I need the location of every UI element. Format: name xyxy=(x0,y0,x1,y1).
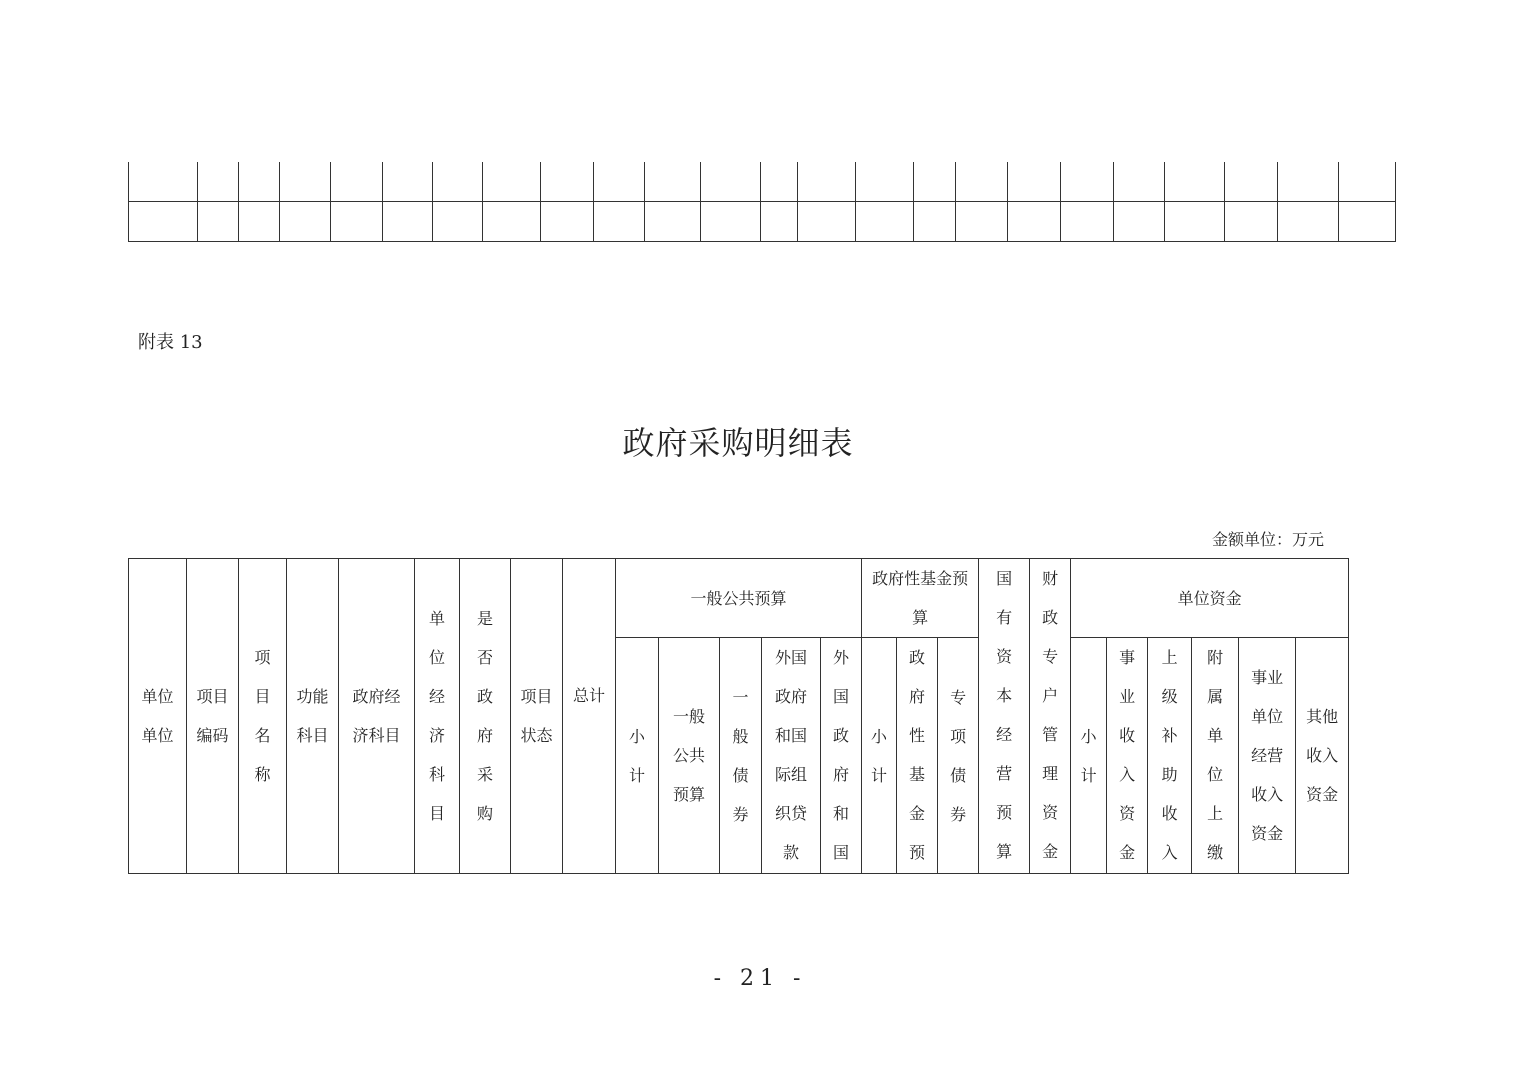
table-cell xyxy=(956,162,1007,202)
previous-table-fragment xyxy=(128,162,1396,242)
table-cell xyxy=(239,162,279,202)
header-state-capital-budget: 国 有 资 本 经 营 预 算 xyxy=(979,559,1030,874)
page-number: - 21 - xyxy=(713,966,807,991)
table-cell xyxy=(1225,202,1277,242)
header-gb-subtotal: 小 计 xyxy=(616,638,659,874)
table-cell xyxy=(1165,202,1225,242)
table-cell xyxy=(382,202,432,242)
header-gf-subtotal: 小 计 xyxy=(862,638,897,874)
table-row xyxy=(129,162,1396,202)
header-function-subject: 功能 科目 xyxy=(287,559,339,874)
header-gb-general: 一般 公共 预算 xyxy=(659,638,720,874)
table-cell xyxy=(1277,162,1338,202)
header-uf-operating: 事业 单位 经营 收入 资金 xyxy=(1239,638,1296,874)
table-cell xyxy=(913,162,956,202)
table-cell xyxy=(1339,162,1396,202)
table-cell xyxy=(593,162,644,202)
header-project-status: 项目 状态 xyxy=(511,559,563,874)
table-cell xyxy=(760,162,797,202)
procurement-detail-table xyxy=(128,558,1349,874)
table-cell xyxy=(700,202,760,242)
table-cell xyxy=(1061,162,1113,202)
table-cell xyxy=(1277,202,1338,242)
header-gb-foreign-gov: 外 国 政 府 和 国 xyxy=(821,638,862,874)
table-cell xyxy=(432,162,482,202)
header-unit-econ-subject: 单 位 经 济 科 目 xyxy=(415,559,460,874)
table-row xyxy=(129,202,1396,242)
table-cell xyxy=(239,202,279,242)
header-uf-affiliated: 附 属 单 位 上 缴 xyxy=(1192,638,1239,874)
header-total: 总计 xyxy=(563,559,616,874)
header-gb-bonds: 一 般 债 券 xyxy=(720,638,762,874)
table-cell xyxy=(1225,162,1277,202)
table-cell xyxy=(483,202,541,242)
header-uf-superior-subsidy: 上 级 补 助 收 入 xyxy=(1148,638,1192,874)
header-gf-fund-budget: 政 府 性 基 金 预 xyxy=(897,638,938,874)
header-project-name: 项 目 名 称 xyxy=(239,559,287,874)
table-cell xyxy=(644,202,700,242)
table-cell xyxy=(1061,202,1113,242)
header-gb-foreign-loans: 外国 政府 和国 际组 织贷 款 xyxy=(762,638,821,874)
table-cell xyxy=(1007,162,1061,202)
table-cell xyxy=(129,162,198,202)
table-cell xyxy=(382,162,432,202)
table-cell xyxy=(760,202,797,242)
table-cell xyxy=(331,162,382,202)
table-cell xyxy=(1113,162,1164,202)
table-cell xyxy=(541,202,593,242)
table-cell xyxy=(1007,202,1061,242)
header-gov-fund-budget: 政府性基金预 算 xyxy=(862,559,979,638)
header-project-code: 项目 编码 xyxy=(187,559,239,874)
table-cell xyxy=(279,202,330,242)
header-gf-special-bonds: 专 项 债 券 xyxy=(938,638,979,874)
table-cell xyxy=(593,202,644,242)
table-cell xyxy=(1165,162,1225,202)
header-is-gov-procurement: 是 否 政 府 采 购 xyxy=(460,559,511,874)
table-cell xyxy=(279,162,330,202)
amount-unit-label: 金额单位：万元 xyxy=(1211,530,1324,549)
table-cell xyxy=(1339,202,1396,242)
table-cell xyxy=(197,202,239,242)
table-cell xyxy=(855,202,913,242)
header-uf-other: 其他 收入 资金 xyxy=(1296,638,1349,874)
table-cell xyxy=(129,202,198,242)
table-cell xyxy=(797,202,855,242)
table-cell xyxy=(197,162,239,202)
table-cell xyxy=(483,162,541,202)
header-uf-business-income: 事 业 收 入 资 金 xyxy=(1107,638,1148,874)
header-uf-subtotal: 小 计 xyxy=(1071,638,1107,874)
appendix-label: 附表 13 xyxy=(138,332,203,353)
table-cell xyxy=(644,162,700,202)
table-cell xyxy=(1113,202,1164,242)
header-general-public-budget: 一般公共预算 xyxy=(616,559,862,638)
table-cell xyxy=(432,202,482,242)
header-unit-funds: 单位资金 xyxy=(1071,559,1349,638)
table-cell xyxy=(956,202,1007,242)
table-cell xyxy=(797,162,855,202)
page-title: 政府采购明细表 xyxy=(622,424,854,462)
table-cell xyxy=(331,202,382,242)
header-fiscal-account-funds: 财 政 专 户 管 理 资 金 xyxy=(1030,559,1071,874)
table-cell xyxy=(913,202,956,242)
table-cell xyxy=(700,162,760,202)
table-cell xyxy=(855,162,913,202)
table-cell xyxy=(541,162,593,202)
header-gov-econ-subject: 政府经 济科目 xyxy=(339,559,415,874)
header-unit: 单位 单位 xyxy=(129,559,187,874)
